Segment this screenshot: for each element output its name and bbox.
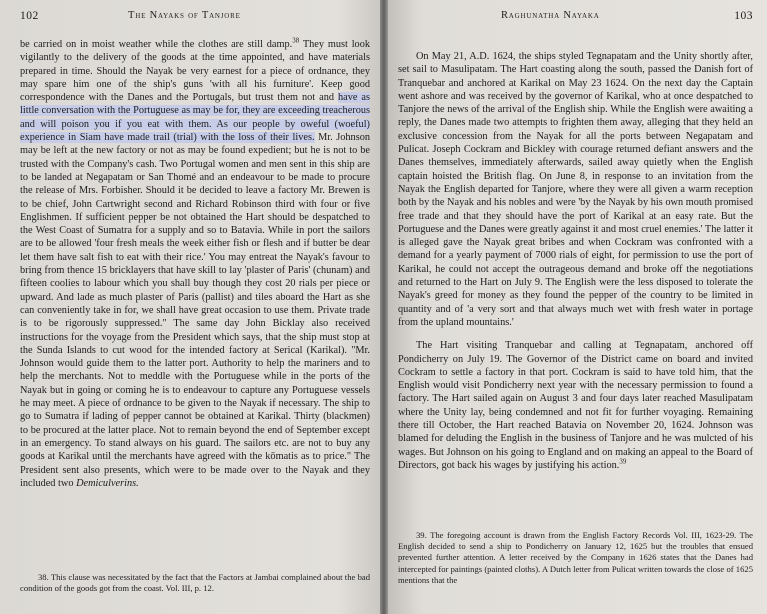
- right-running-head: Raghunatha Nayaka: [501, 10, 600, 21]
- right-paragraph-2: The Hart visiting Tranquebar and calling at Tegnapatam, anchored off Pondicherry on July 19. The Governor of the District came on board and invited Cockram to settle a factory in that port. Cockram is said to have told him, that the English would visit Pondicherry next year with the necessary permission to found a factory. The Hart sailed again on August 3 and four days later reached Masulipatam where the Unity lay, being condemned and not fit for further voyaging. Remaining there till October, the Hart reached Batavia on November 20, 1624. Johnson was blamed for deluding the English in the business of Tanjore and he was mulcted of his wages. But Johnson on his going to England and on making an appeal to the Board of Directors, got back his wages by justifying his action.$^{39}$: [398, 340, 753, 471]
- right-paragraph-1: On May 21, A.D. 1624, the ships styled Tegnapatam and the Unity shortly after, set sail to Masulipatam. The Hart coasting along the south, passed the Danish fort of Tranquebar and anchored at Karikal on May 23 1624. On the next day the Captain went ashore and was received by the governor of Karikal, who at once despatched to Tanjore the news of the arrival of the English ship. While the English were awaiting a reply, the Danes made two attempts to frighten them away, alleging that they held an exclusive concession from the Nayak for all the ports between Negapatam and Pulicat. Joseph Cockram and Bickley with courage returned defiant answers and the Danes themselves, immediately afterwards, sailed away quietly when the English captain hoisted the British flag. On June 8, in response to an invitation from the Nayak the English departed for Tanjore, where they were all given a warm reception both by the Nayak and his nobles and were 'by the Nayak by his own mouth promised free trade and that they should have the port of Karikal at an easy rate. But the Portuguese and the Danes were greatly against it and most cruel enemies.' The latter it is alleged gave the Nayak great bribes and when Cockram was confronted with a demand for a yearly payment of 7000 rials of eight, for permission to use the port of Karikal, he could not accept the outrageous demand and broke off the negotiations and returned to the Hart on July 9. The English were the less disposed to tolerate the Nayak's greed for money as they found the pepper of the country to be limited in quantity and of 'a very sort and that always much wet with fresh water in portage from the upland mountains.': [398, 51, 753, 328]
- left-page: [0, 0, 383, 614]
- left-running-head: The Nayaks of Tanjore: [128, 10, 241, 21]
- italic-word: Demiculverins.: [76, 477, 139, 489]
- left-page-number: 102: [20, 10, 39, 22]
- footnote-ref-39: 39: [619, 457, 627, 466]
- right-body-text: [398, 50, 753, 472]
- right-footnote: 39. The foregoing account is drawn from the English Factory Records Vol. III, 1623-29. The English decided to send a ship to Pondicherry on January 12, 1625 but the troubles that ensued prevented further attention. A letter received by the Company in 1626 states that the Danes had intercepted for paintings (painted cloths). A Dutch letter from Pulicat written towards the close of 1625 mentions that the: [398, 530, 753, 585]
- highlighted-passage[interactable]: have as little conversation with the Portuguese as may be for, they are exceeding treacherous and will poison you if you eat with them. As our people by oweful (woeful) experience in Siam have made trail (trial) with the loss of their lives.: [20, 92, 370, 144]
- left-body-text: [20, 38, 370, 490]
- left-footnote: 38. This clause was necessitated by the fact that the Factors at Jambai complained about the bad condition of the goods got from the coast. Vol. III, p. 12.: [20, 572, 370, 594]
- left-paragraph: be carried on in moist weather while the clothes are still damp.$^{38}$ They must look vigilantly to the delivery of the goods at the time appointed, and have materials prepared in time. Should the Nayak be very earnest for a piece of ordnance, they may spare him one of the ship's guns 'with all his furniture'. Keep good correspondence with the Danes and the Portugals, but trust them not and have as little conversation with the Portuguese as may be for, they are exceeding treacherous and will poison you if you eat with them. As our people by oweful (woeful) experience in Siam have made trail (trial) with the loss of their lives. Mr. Johnson may be left at the new factory or not as may be found expedient; but he is not to be trusted with the Company's cash. Two Portugal women and men sent in this ship are to be landed at Negapatam or San Thomé and an endeavour to be made to procure the release of Mrs. Forbisher. Should it be decided to leave a factory Mr. Brewen is to be chief, John Cartwright second and Richard Robinson third with four or five Englishmen. If sufficient pepper be not obtained the Hart should be despatched to the West Coast of Sumatra for a supply and so to Batavia. While in port the sailors are to be allowed 'four fresh meals the week either fish or flesh and if butter be dear let them have salt fish to eat with their rice.' You may entreat the Nayak's favour to bring from thence 15 bricklayers that have skill to lay 'plaster of Paris' (chunam) and fifteen coolies to labour which you shall buy though they cost 20 rials per piece or upward. And lade as much plaster of Paris (pallist) and tiles aboard the Hart as she can conveniently take in for, we shall have great occasion to use them. Private trade is to be rigorously suppressed." The same day John Bicklay also received instructions for the voyage from the President which says, that the ship must stop at the Sunda Islands to cut wood for the intended factory at Serical (Karikal). "Mr. Johnson would guide them to the latter port. Authority to help the mariners and to help the merchants. Not to meddle with the Portuguese while in the ports of the Nayak but in going or coming he is to endeavour to capture any Portuguese vessels he may meet. A piece of ordnance to be given to the Nayak if necessary. The ship to go to Sumatra if lading of pepper cannot be obtained at Karikal. Thirty (blackmen) to be procured at the latter place. Not to remain beyond the end of September except in an emergency. To stand always on his guard. The sailors etc. are not to buy any goods at Karikal until the merchants have agreed with the kōmatis as to price." The President sent also presents, which were to be made over to the Nayak and they included two Demiculverins.: [20, 36, 371, 489]
- footnote-ref-38: 38: [292, 36, 300, 45]
- book-gutter: [380, 0, 388, 614]
- right-page: [383, 0, 767, 614]
- right-page-number: 103: [734, 10, 753, 22]
